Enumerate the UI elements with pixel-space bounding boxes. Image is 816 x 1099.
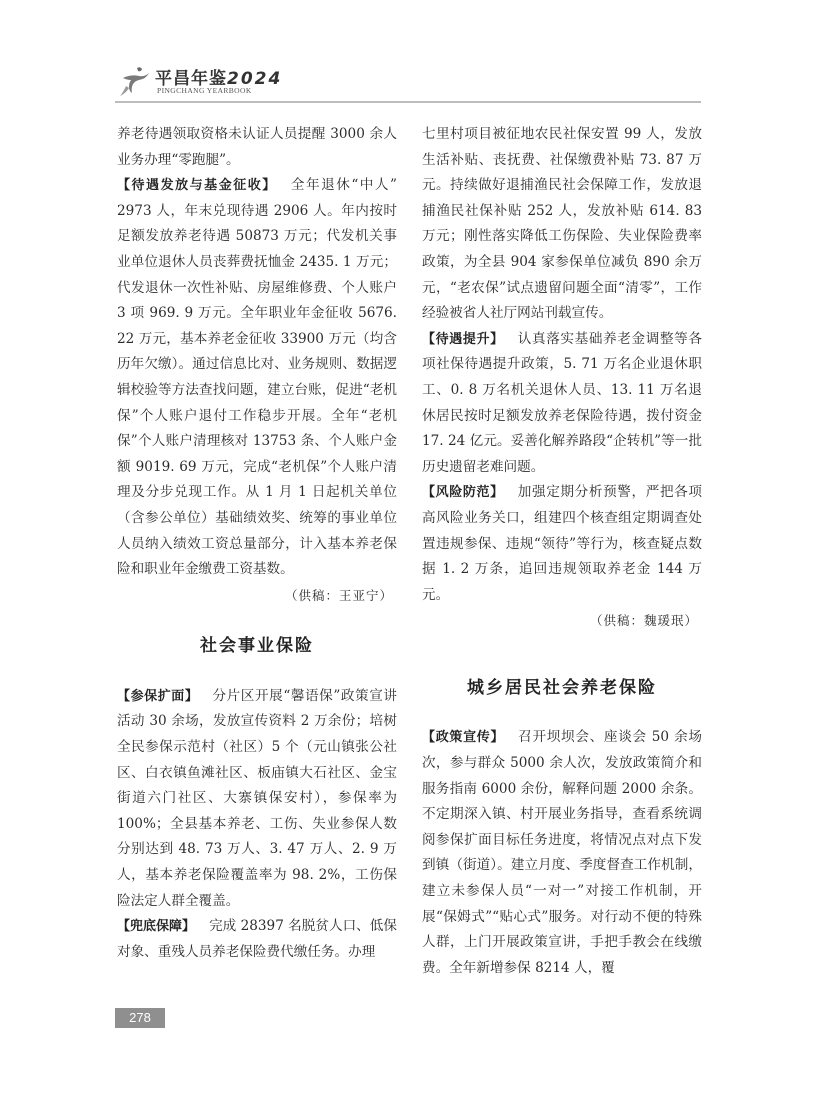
- yearbook-title: 平昌年鉴2024: [155, 69, 283, 89]
- page-number: 278: [115, 1008, 165, 1028]
- right-paragraph-risk-prevention: [422, 480, 702, 608]
- paragraph-tag: 【参保扩面】: [117, 688, 199, 704]
- contributor-credit: （供稿：王亚宁）: [284, 587, 393, 603]
- running-figure-logo-icon: [115, 64, 151, 100]
- right-column: [422, 122, 702, 981]
- paragraph-tag: 【风险防范】: [422, 485, 504, 501]
- left-paragraph-benefits-fund: [117, 173, 397, 583]
- contributor-credit: （供稿：魏瑗珉）: [589, 613, 698, 629]
- paragraph-tag: 【待遇发放与基金征收】: [117, 178, 277, 194]
- paragraph-body: 完成 28397 名脱贫人口、低保对象、重残人员养老保险费代缴任务。办理: [117, 918, 397, 960]
- left-paragraph-safety-net: [117, 914, 397, 965]
- left-column: [117, 122, 397, 965]
- paragraph-body: 认真落实基础养老金调整等各项社保待遇提升政策，5. 71 万名企业退休职工、0. 8 万名机关退休人员、13. 11 万名退休居民按时足额发放养老保险待遇，拨付资金 17. 24 亿元。妥善化解养路段“企转机”等一批历史遗留老难问题。: [422, 330, 702, 475]
- right-paragraph-policy-promotion: [422, 725, 702, 981]
- page-header: [115, 62, 701, 104]
- paragraph-tag: 【兜底保障】: [117, 919, 196, 935]
- section-title-social-insurance: 社会事业保险: [200, 636, 314, 657]
- section-title-urban-rural-pension: 城乡居民社会养老保险: [467, 677, 657, 698]
- paragraph-body: 召开坝坝会、座谈会 50 余场次，参与群众 5000 余人次，发放政策简介和服务指南 6000 余份，解释问题 2000 余条。不定期深入镇、村开展业务指导，查看系统调阅参保扩面目标任务进度，将情况点对点下发到镇（街道）。建立月度、季度督查工作机制，建立未参保人员“一对一”对接工作机制，开展“保姆式”“贴心式”服务。对行动不便的特殊人群，上门开展政策宣讲，手把手教会在线缴费。全年新增参保 8214 人，覆: [422, 729, 702, 976]
- yearbook-subtitle: PINGCHANG YEARBOOK: [157, 86, 252, 95]
- right-paragraph-benefit-increase: [422, 327, 702, 481]
- paragraph-body: 分片区开展“馨语保”政策宣讲活动 30 余场，发放宣传资料 2 万余份；培树全民参保示范村（社区）5 个（元山镇张公社区、白衣镇鱼滩社区、板庙镇大石社区、金宝街道六门社区、大寨镇保安村），参保率为 100%；全县基本养老、工伤、失业参保人数分别达到 48. 73 万人、3. 47 万人、2. 9 万人，基本养老保险覆盖率为 98. 2%，工伤保险法定人群全覆盖。: [117, 687, 397, 909]
- paragraph-body: 全年退休“中人” 2973 人，年末兑现待遇 2906 人。年内按时足额发放养老待遇 50873 万元；代发机关事业单位退休人员丧葬费抚恤金 2435. 1 万元；代发退休一次性补贴、房屋维修费、个人账户 3 项 969. 9 万元。全年职业年金征收 5676. 22 万元，基本养老金征收 33900 万元（均含历年欠缴）。通过信息比对、业务规则、数据逻辑校验等方法查找问题，建立台账，促进“老机保”个人账户退付工作稳步开展。全年“老机保”个人账户清理核对 13753 条、个人账户金额 9019. 69 万元，完成“老机保”个人账户清理及分步兑现工作。从 1 月 1 日起机关单位（含参公单位）基础绩效奖、统筹的事业单位人员纳入绩效工资总量部分，计入基本养老保险和职业年金缴费工资基数。: [117, 177, 397, 578]
- left-intro-paragraph: 养老待遇领取资格未认证人员提醒 3000 余人业务办理“零跑腿”。: [117, 126, 397, 168]
- paragraph-tag: 【政策宣传】: [422, 730, 505, 746]
- header-divider: [115, 101, 701, 103]
- left-paragraph-coverage: [117, 684, 397, 914]
- paragraph-tag: 【待遇提升】: [422, 331, 504, 347]
- paragraph-body: 加强定期分析预警，严把各项高风险业务关口，组建四个核查组定期调查处置违规参保、违规“领待”等行为，核查疑点数据 1. 2 万条，追回违规领取养老金 144 万元。: [422, 484, 702, 603]
- yearbook-year: 2024: [227, 69, 283, 89]
- right-intro-paragraph: 七里村项目被征地农民社保安置 99 人，发放生活补贴、丧抚费、社保缴费补贴 73. 87 万元。持续做好退捕渔民社会保障工作，发放退捕渔民社保补贴 252 人，发放补贴 614. 83 万元；刚性落实降低工伤保险、失业保险费率政策，为全县 904 家参保单位减负 890 余万元，“老农保”试点遗留问题全面“清零”，工作经验被省人社厅网站刊载宣传。: [422, 126, 702, 322]
